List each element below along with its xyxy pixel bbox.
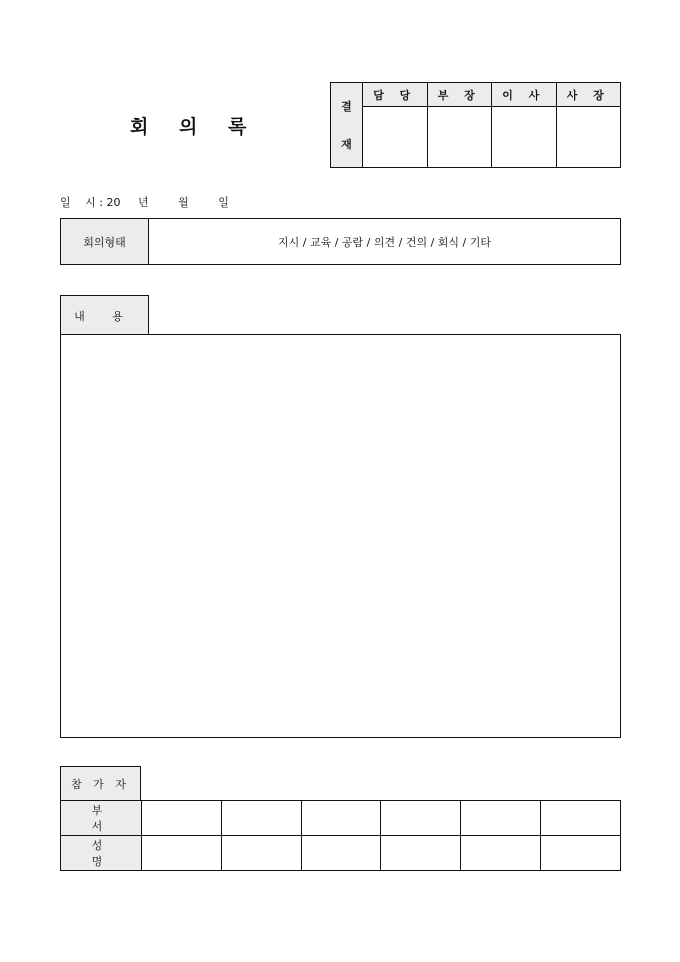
date-day: 일 bbox=[218, 196, 229, 209]
approval-sign-box-president[interactable] bbox=[556, 107, 621, 168]
approval-side-label bbox=[331, 83, 363, 168]
date-label: 일 시 : 20 bbox=[60, 196, 121, 209]
name-cell[interactable] bbox=[461, 836, 541, 871]
meeting-type-table bbox=[60, 218, 621, 265]
department-cell[interactable] bbox=[221, 801, 301, 836]
attendees-tab: 참 가 자 bbox=[60, 766, 141, 801]
meeting-type-options[interactable]: 지시 / 교육 / 공람 / 의견 / 건의 / 회식 / 기타 bbox=[149, 219, 621, 265]
approval-header-director: 이 사 bbox=[492, 83, 557, 107]
name-cell[interactable] bbox=[541, 836, 621, 871]
attendees-table bbox=[60, 800, 621, 871]
approval-sign-box-dept-head[interactable] bbox=[427, 107, 492, 168]
approval-side-bottom: 재 bbox=[341, 138, 352, 151]
date-month: 월 bbox=[178, 196, 189, 209]
page-title: 회 의 록 bbox=[130, 116, 259, 138]
name-label: 성 명 bbox=[61, 836, 142, 871]
approval-header-president: 사 장 bbox=[556, 83, 621, 107]
department-cell[interactable] bbox=[142, 801, 222, 836]
approval-sign-box-manager[interactable] bbox=[363, 107, 428, 168]
department-cell[interactable] bbox=[381, 801, 461, 836]
name-cell[interactable] bbox=[301, 836, 381, 871]
name-cell[interactable] bbox=[381, 836, 461, 871]
date-year: 년 bbox=[137, 196, 149, 209]
approval-table bbox=[330, 82, 621, 168]
name-cell[interactable] bbox=[221, 836, 301, 871]
approval-header-dept-head: 부 장 bbox=[427, 83, 492, 107]
approval-side-top: 결 bbox=[341, 100, 352, 113]
name-cell[interactable] bbox=[142, 836, 222, 871]
approval-header-manager: 담 당 bbox=[363, 83, 428, 107]
meeting-type-label: 회의형태 bbox=[61, 219, 149, 265]
department-label: 부 서 bbox=[61, 801, 142, 836]
content-tab: 내 용 bbox=[60, 295, 149, 335]
department-cell[interactable] bbox=[301, 801, 381, 836]
date-line bbox=[60, 194, 360, 210]
department-cell[interactable] bbox=[461, 801, 541, 836]
approval-sign-box-director[interactable] bbox=[492, 107, 557, 168]
content-area[interactable] bbox=[60, 334, 621, 738]
department-cell[interactable] bbox=[541, 801, 621, 836]
